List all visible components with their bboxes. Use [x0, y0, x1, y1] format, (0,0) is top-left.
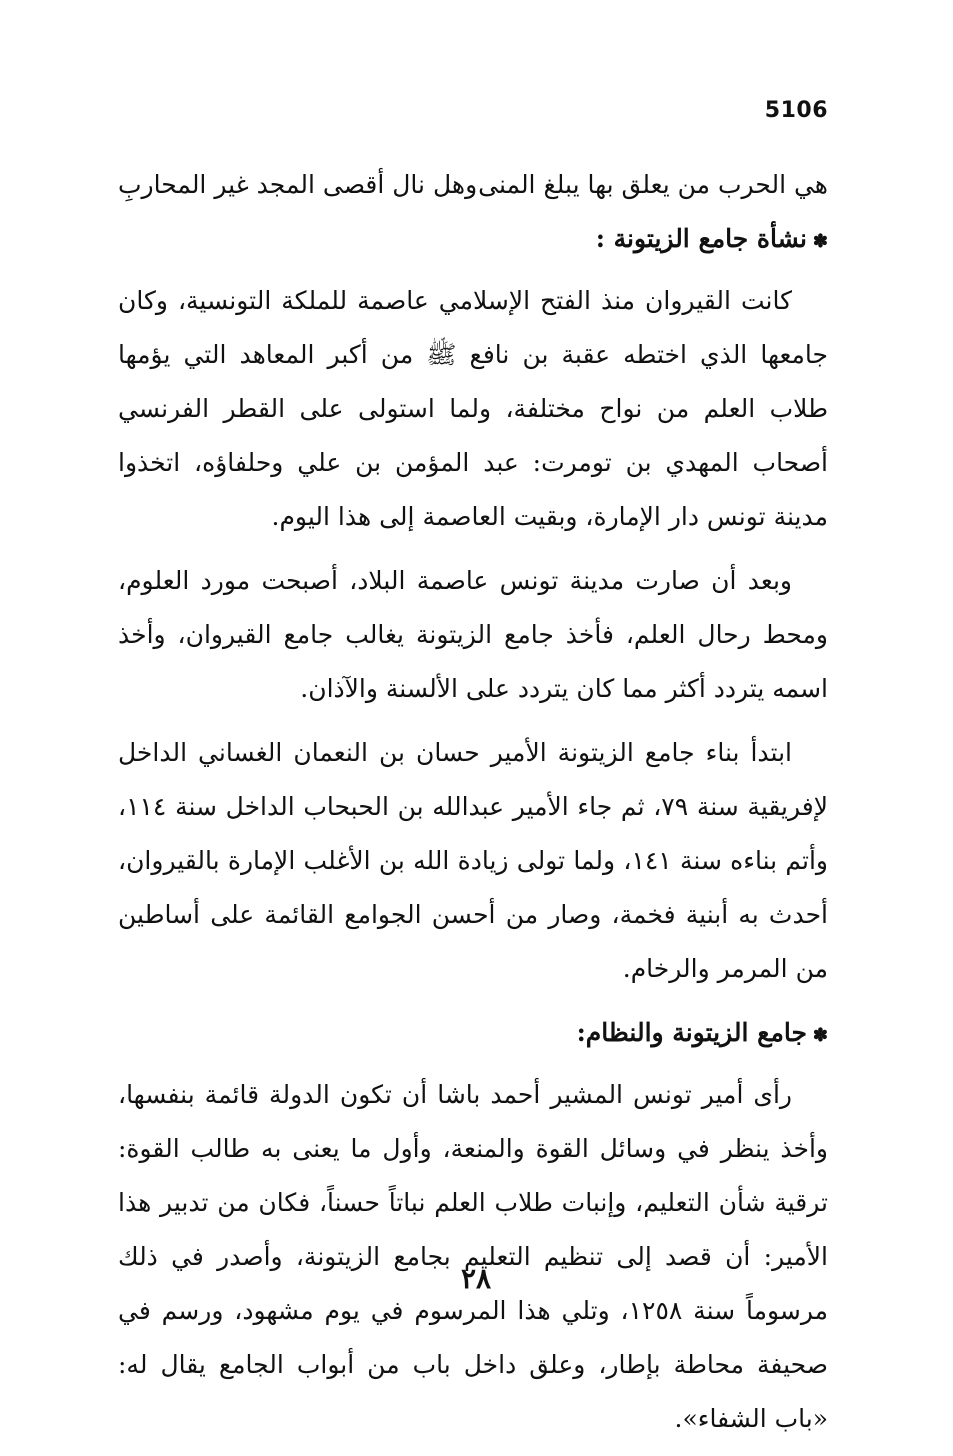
paragraph-4: رأى أمير تونس المشير أحمد باشا أن تكون الدولة قائمة بنفسها، وأخذ ينظر في وسائل القوة والمنعة، وأول ما يعنى به طالب القوة: ترقية شأن التعليم، وإنبات طلاب العلم نباتاً حسناً، فكان من تدبير هذا الأمير: أن قصد إلى تنظيم التعليم بجامع الزيتونة، وأصدر في ذلك مرسوماً سنة ١٢٥٨، وتلي هذا المرسوم في يوم مشهود، ورسم في صحيفة محاطة بإطار، وعلق داخل باب من أبواب الجامع يقال له: «باب الشفاء». [118, 1080, 829, 1433]
verse-left-hemistich: وهل نال أقصى المجد غير المحاربِ [118, 170, 478, 199]
section-heading-origin [118, 212, 828, 266]
verse-right-hemistich: هي الحرب من يعلق بها يبلغ المنى [478, 170, 828, 199]
paragraph-1: كانت القيروان منذ الفتح الإسلامي عاصمة للملكة التونسية، وكان جامعها الذي اختطه عقبة بن نافع ﷺ من أكبر المعاهد التي يؤمها طلاب العلم من نواح مختلفة، ولما استولى على القطر الفرنسي أصحاب المهدي بن تومرت: عبد المؤمن بن علي وحلفاؤه، اتخذوا مدينة تونس دار الإمارة، وبقيت العاصمة إلى هذا اليوم. [118, 286, 828, 531]
star-bullet-icon: ✽ [812, 231, 828, 252]
page-id: 5106 [764, 98, 828, 123]
paragraph-3: ابتدأ بناء جامع الزيتونة الأمير حسان بن النعمان الغساني الداخل لإفريقية سنة ٧٩، ثم جاء الأمير عبدالله بن الحبحاب الداخل سنة ١١٤، وأتم بناءه سنة ١٤١، ولما تولى زيادة الله بن الأغلب الإمارة بالقيروان، أحدث به أبنية فخمة، وصار من أحسن الجوامع القائمة على أساطين من المرمر والرخام. [118, 738, 829, 983]
section-heading-system [118, 1006, 828, 1060]
page-number: ٢٨ [460, 1262, 492, 1295]
section-heading-origin-text: نشأة جامع الزيتونة : [595, 224, 807, 253]
section-heading-system-text: جامع الزيتونة والنظام: [576, 1018, 807, 1047]
star-bullet-icon: ✽ [812, 1025, 828, 1046]
poetry-verse [118, 158, 828, 212]
paragraph-2: وبعد أن صارت مدينة تونس عاصمة البلاد، أصبحت مورد العلوم، ومحط رحال العلم، فأخذ جامع الزيتونة يغالب جامع القيروان، وأخذ اسمه يتردد أكثر مما كان يتردد على الألسنة والآذان. [118, 566, 828, 703]
